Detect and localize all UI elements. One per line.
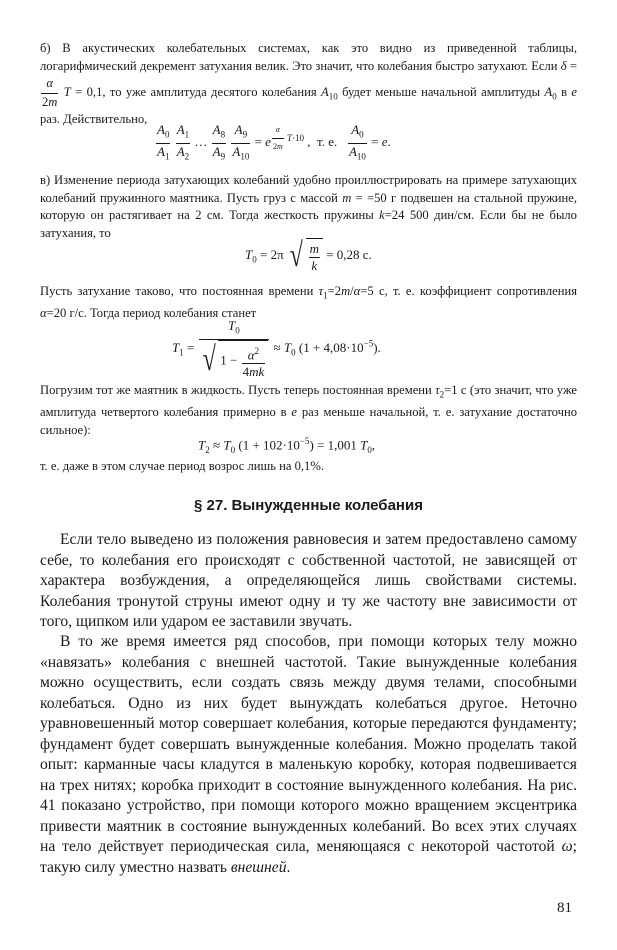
paragraph-b: б) В акустических колебательных системах, как это видно из приведенной таблицы, логарифмический декремент затухания велик. Это значит, что колебания быстро затухают. Если δ = $\frac{\alpha}{2m}$ T = 0,1, то уже амплитуда десятого колебания $A_{10}$ будет меньше начальной амплитуды $A_0$ в e раз. Действительно, (40, 41, 577, 127)
paragraph-conclusion: т. е. даже в этом случае период возрос лишь на 0,1%. (40, 459, 324, 473)
paragraph-damping: Пусть затухание таково, что постоянная времени $\tau_1=2m/\alpha=5$ с, т. е. коэффициент сопротивления α=20 г/с. Тогда период колебания станет (40, 284, 577, 321)
paragraph-liquid: Погрузим тот же маятник в жидкость. Пусть теперь постоянная времени $\tau_2=1$ с (это значит, что уже амплитуда четвертого колебания примерно в e раз меньше начальной, т. е. затухание достаточно сильное): (40, 383, 578, 437)
equation-period-t0: $T_0 = 2\pi$ √ $\frac{m}{k}$ = 0,28 с. (245, 237, 372, 274)
page-number: 81 (557, 900, 572, 916)
equation-period-t1: $T_1$ = $T_0$ √ 1 − $\frac{\alpha^2}{4mk}$ ≈ $T_0$ $(1 + 4,08\cdot 10^{-5})$. (172, 318, 381, 379)
paragraph-forced-oscillations: В то же время имеется ряд способов, при помощи которых телу можно «навязать» колебания с внешней частотой. Такие вынужденные колебания можно осуществить, если создать связь между двумя телами, способными колебаться. Одно из них будет вынуждать колебаться другое. Неточно уравновешенный мотор совершает колебания, которые передаются фундаменту; фундамент будет совершать вынужденные колебания. Можно проделать такой опыт: карманные часы кладутся в маленькую коробку, которая подвешивается на трех нитях; коробка приходит в состояние вынужденного колебания. На рис. 41 показано устройство, при помощи которого можно вращением эксцентрика привести маятник в состояние вынужденных колебаний. Во всех этих случаях на тело действует периодическая сила, меняющаяся с некоторой частотой ω; такую силу уместно назвать внешней. (40, 633, 577, 876)
paragraph-v: в) Изменение периода затухающих колебаний удобно проиллюстрировать на примере затухающих колебаний пружинного маятника. Пусть груз с массой m = =50 г подвешен на стальной пружине, которую он растягивает на 2 см. Тогда жесткость пружины k=24 500 дин/см. Если бы не было затухания, то (40, 173, 577, 240)
paragraph-free-oscillations: Если тело выведено из положения равновесия и затем предоставлено самому себе, то колебания его происходят с собственной частотой, не зависящей от характера возбуждения, а определяющейся лишь свойствами системы. Колебания тронутой струны имеют одну и ту же частоту вне зависимости от того, щипком или ударом ее заставили звучать. (40, 531, 577, 630)
equation-amplitude-ratio: $\frac{A_0}{A_1}$ $\frac{A_1}{A_2}$ … $\frac{A_8}{A_9}$ $\frac{A_9}{A_{10}}$ = e $^{\frac{\alpha}{2m} T\cdot 10}$ , т. е. $\frac{A_0}{A_{10}}$ = e. (157, 122, 391, 162)
equation-period-t2: $T_2 \approx T_0$ $(1 + 102\cdot 10^{-5}) = 1,001$ $T_0$, (198, 436, 376, 455)
section-heading: § 27. Вынужденные колебания (194, 497, 423, 514)
